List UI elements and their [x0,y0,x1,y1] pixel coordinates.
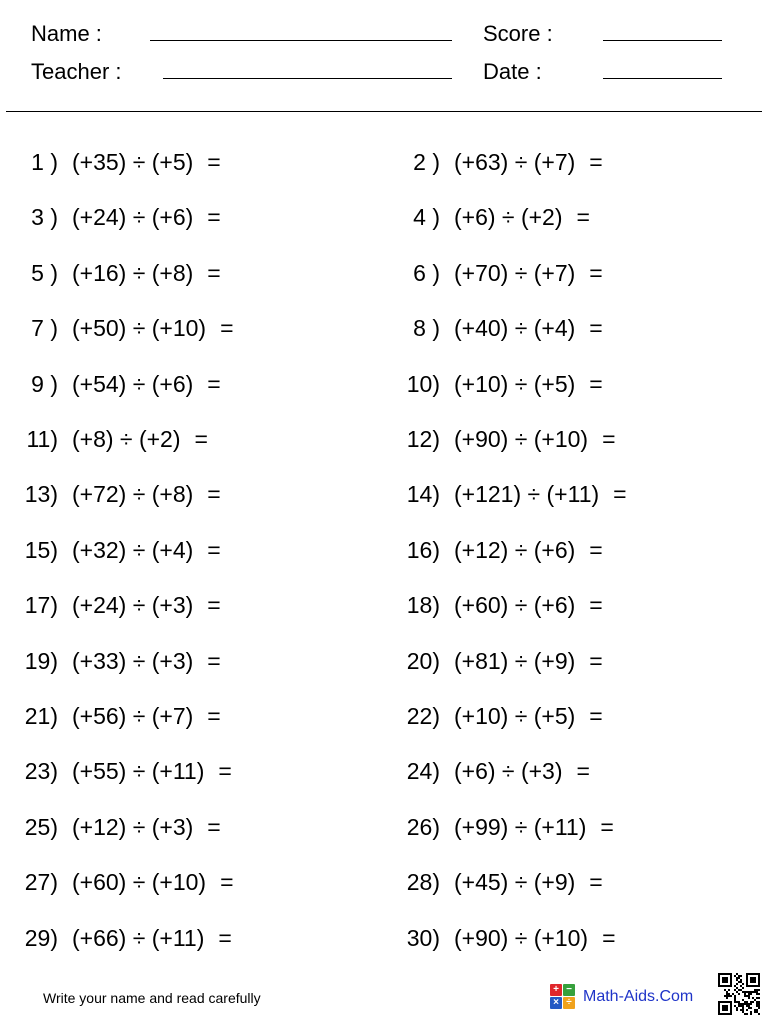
problem-expression: (+24) ÷ (+6) [72,204,194,231]
problem-expression: (+121) ÷ (+11) [454,481,600,508]
problem-expression: (+6) ÷ (+2) [454,204,563,231]
problem-number: 7 ) [31,315,58,342]
problem-number: 29) [24,924,58,951]
problem-expression: (+6) ÷ (+3) [454,758,563,785]
problem-item [12,472,221,516]
problem-number: 27) [24,869,58,896]
equals-sign: = [602,924,616,951]
problem-number: 23) [24,758,58,785]
date-line[interactable] [603,78,722,79]
problem-expression: (+60) ÷ (+10) [72,869,207,896]
teacher-line[interactable] [163,78,452,79]
problem-number: 20) [406,647,440,674]
score-line[interactable] [603,40,722,41]
brand-name: Math-Aids.Com [583,987,694,1005]
equals-sign: = [207,204,221,231]
problem-number: 16) [406,536,440,563]
problem-item [12,749,232,793]
problem-item [12,860,234,904]
problem-expression: (+90) ÷ (+10) [454,924,589,951]
equals-sign: = [589,370,603,397]
name-label: Name : [31,21,102,46]
problem-expression: (+70) ÷ (+7) [454,259,576,286]
equals-sign: = [207,370,221,397]
problem-expression: (+50) ÷ (+10) [72,315,207,342]
problem-item [394,805,614,849]
problem-number: 14) [406,481,440,508]
problem-expression: (+12) ÷ (+6) [454,536,576,563]
problem-item [394,749,590,793]
problem-item [394,528,603,572]
problem-item [394,472,627,516]
equals-sign: = [576,204,590,231]
problem-expression: (+33) ÷ (+3) [72,647,194,674]
problem-number: 10) [406,370,440,397]
equals-sign: = [220,315,234,342]
equals-sign: = [589,592,603,619]
problem-item [12,306,234,350]
problem-expression: (+81) ÷ (+9) [454,647,576,674]
problem-item [12,805,221,849]
problem-item [394,916,616,960]
problem-expression: (+56) ÷ (+7) [72,703,194,729]
problem-item [394,417,616,461]
problem-expression: (+16) ÷ (+8) [72,259,194,286]
problem-item [394,195,590,239]
score-label: Score : [483,21,553,46]
math-symbol-tile: − [563,984,575,996]
equals-sign: = [207,647,221,674]
problem-expression: (+40) ÷ (+4) [454,315,576,342]
problem-expression: (+10) ÷ (+5) [454,370,576,397]
equals-sign: = [602,426,616,452]
problem-item [12,195,221,239]
equals-sign: = [589,703,603,729]
equals-sign: = [207,592,221,619]
problem-expression: (+55) ÷ (+11) [72,758,205,785]
problem-list [0,140,768,970]
problem-number: 9 ) [31,370,58,397]
equals-sign: = [207,149,221,175]
problem-number: 12) [406,426,440,452]
problem-expression: (+24) ÷ (+3) [72,592,194,619]
math-symbols-icon [550,984,575,1009]
problem-item [12,694,221,738]
problem-number: 5 ) [31,259,58,286]
problem-expression: (+60) ÷ (+6) [454,592,576,619]
qr-code-icon [718,973,760,1015]
equals-sign: = [589,315,603,342]
problem-expression: (+45) ÷ (+9) [454,869,576,896]
problem-number: 24) [406,758,440,785]
equals-sign: = [589,869,603,896]
equals-sign: = [194,426,208,452]
equals-sign: = [576,758,590,785]
problem-number: 17) [24,592,58,619]
problem-expression: (+10) ÷ (+5) [454,703,576,729]
problem-expression: (+66) ÷ (+11) [72,924,205,951]
problem-number: 30) [406,924,440,951]
problem-number: 1 ) [31,149,58,175]
math-symbol-tile: × [550,997,562,1009]
problem-item [394,860,603,904]
equals-sign: = [207,481,221,508]
problem-expression: (+32) ÷ (+4) [72,536,194,563]
problem-item [394,583,603,627]
problem-item [394,306,603,350]
math-symbol-tile: ÷ [563,997,575,1009]
equals-sign: = [589,536,603,563]
problem-expression: (+35) ÷ (+5) [72,149,194,175]
problem-expression: (+54) ÷ (+6) [72,370,194,397]
equals-sign: = [589,647,603,674]
problem-number: 28) [406,869,440,896]
problem-number: 26) [406,813,440,840]
problem-item [394,694,603,738]
problem-item [394,251,603,295]
equals-sign: = [613,481,627,508]
problem-item [12,417,208,461]
problem-item [394,140,603,184]
problem-item [12,639,221,683]
date-label: Date : [483,59,542,84]
problem-number: 6 ) [413,259,440,286]
problem-expression: (+90) ÷ (+10) [454,426,589,452]
problem-item [12,251,221,295]
problem-item [12,583,221,627]
problem-expression: (+63) ÷ (+7) [454,149,576,175]
equals-sign: = [589,149,603,175]
equals-sign: = [207,703,221,729]
problem-number: 3 ) [31,204,58,231]
problem-number: 18) [406,592,440,619]
problem-item [12,362,221,406]
problem-item [12,916,232,960]
equals-sign: = [589,259,603,286]
name-line[interactable] [150,40,452,41]
equals-sign: = [218,758,232,785]
problem-expression: (+99) ÷ (+11) [454,813,587,840]
problem-number: 15) [24,536,58,563]
problem-number: 25) [24,813,58,840]
problem-expression: (+72) ÷ (+8) [72,481,194,508]
teacher-label: Teacher : [31,59,122,84]
equals-sign: = [220,869,234,896]
brand-link[interactable] [550,984,693,1009]
problem-number: 8 ) [413,315,440,342]
problem-number: 19) [24,647,58,674]
problem-number: 13) [24,481,58,508]
problem-number: 4 ) [413,204,440,231]
problem-expression: (+12) ÷ (+3) [72,813,194,840]
problem-number: 2 ) [413,149,440,175]
header-divider [6,111,762,112]
problem-item [12,528,221,572]
equals-sign: = [207,813,221,840]
equals-sign: = [218,924,232,951]
problem-item [394,639,603,683]
footer-instruction: Write your name and read carefully [43,990,261,1006]
problem-item [12,140,221,184]
problem-expression: (+8) ÷ (+2) [72,426,181,452]
equals-sign: = [600,813,614,840]
problem-number: 21) [24,703,58,729]
equals-sign: = [207,259,221,286]
equals-sign: = [207,536,221,563]
problem-number: 22) [406,703,440,729]
problem-number: 11) [26,426,58,452]
problem-item [394,362,603,406]
math-symbol-tile: + [550,984,562,996]
